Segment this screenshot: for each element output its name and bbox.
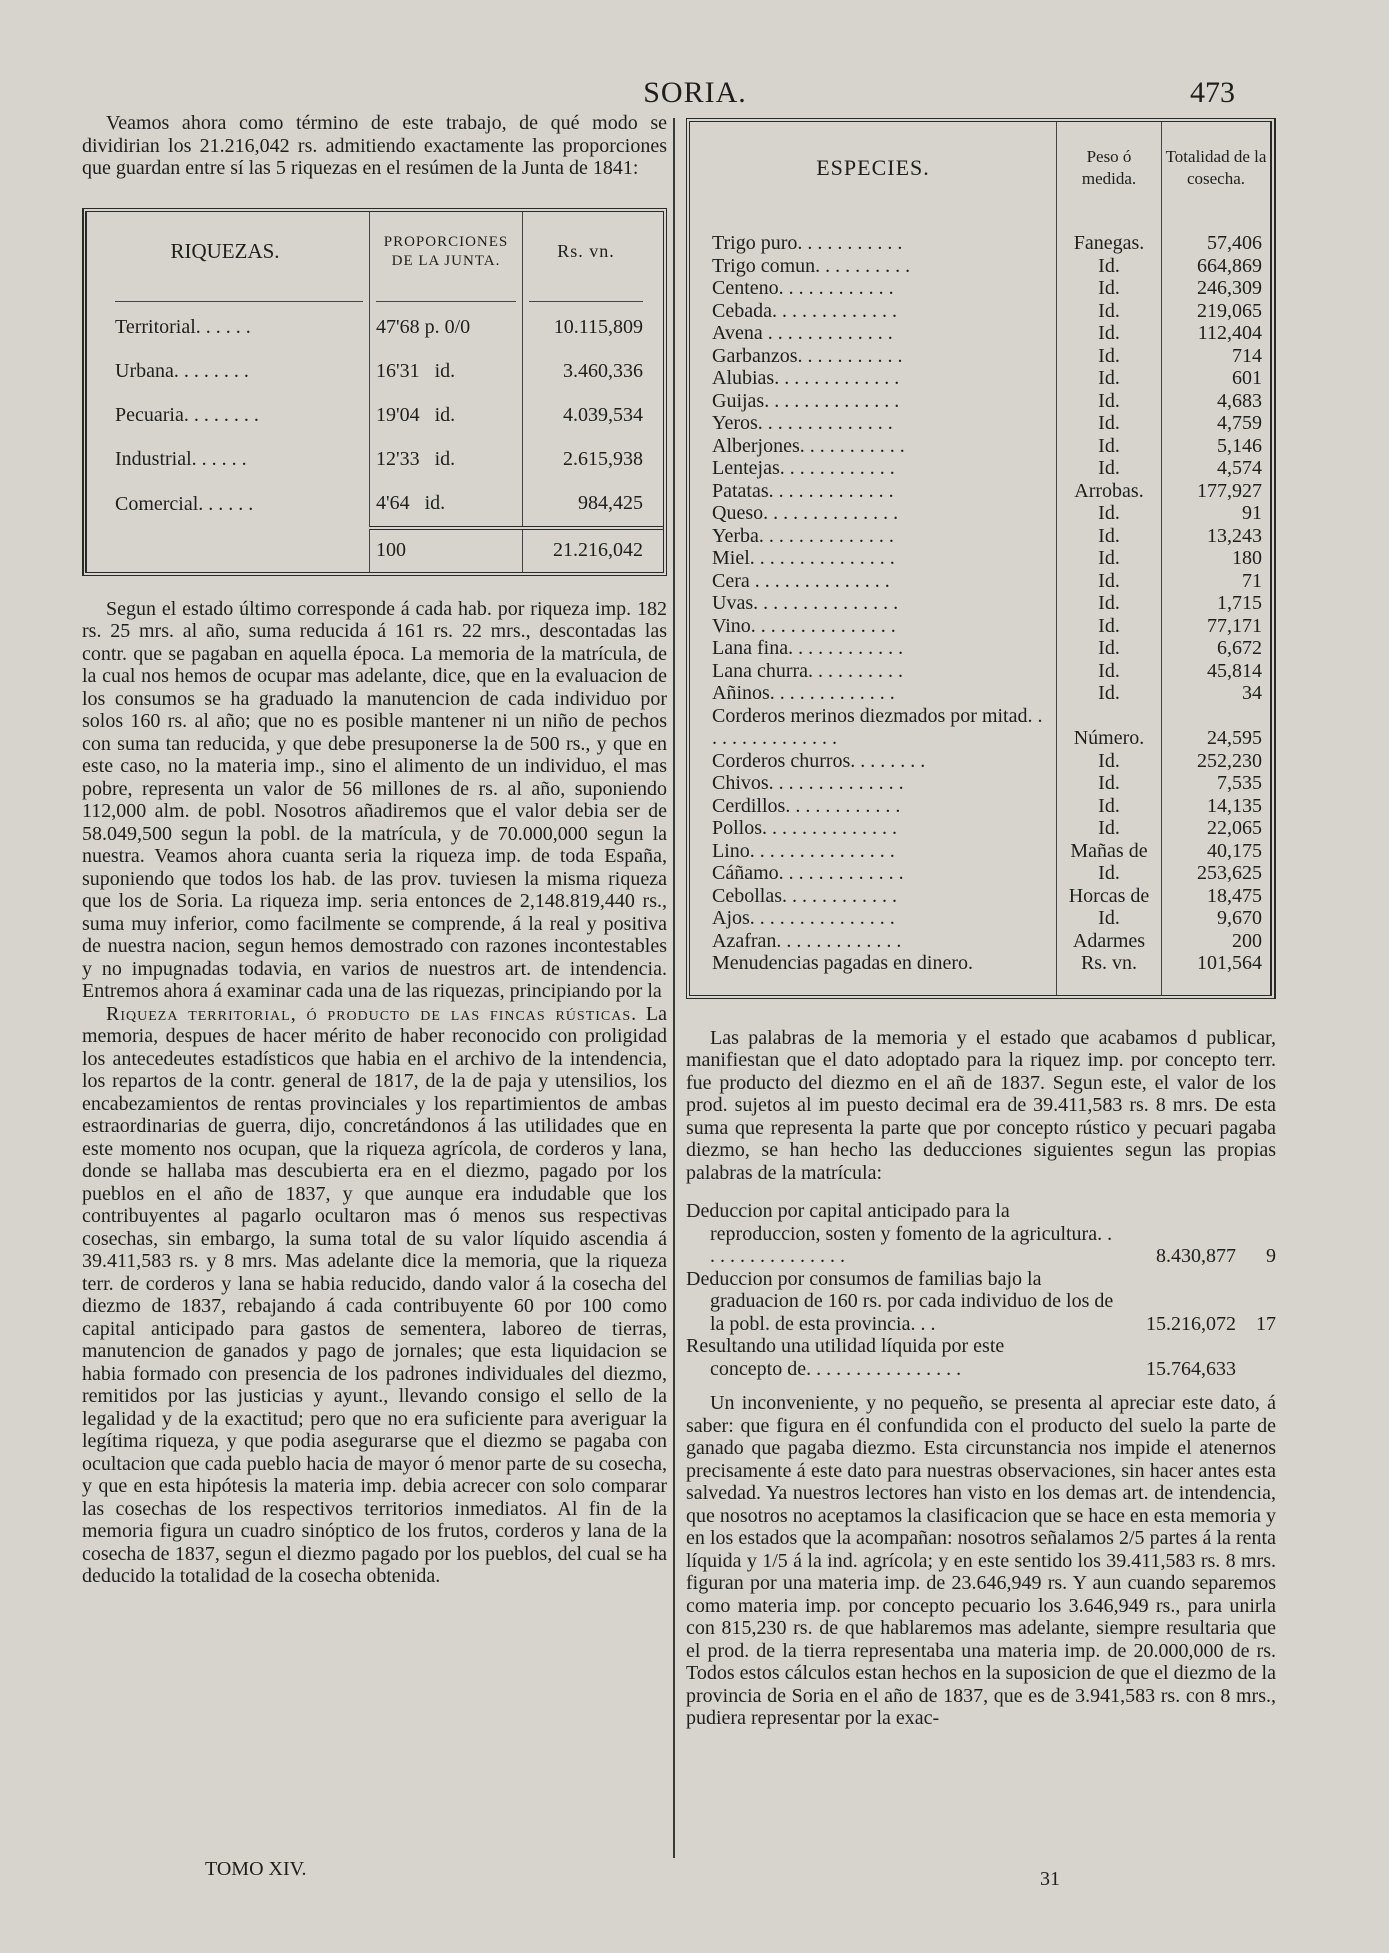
especies-body (690, 232, 1270, 995)
especie-total: 601 (1232, 367, 1262, 389)
riquezas-col-header: RIQUEZAS. (87, 212, 370, 292)
especie-unit: Mañas de (1057, 840, 1162, 863)
table-row (690, 255, 1270, 278)
especie-name: Yeros. . . . . . . . . . . . . . (690, 412, 1057, 435)
especie-total: 7,535 (1217, 772, 1262, 794)
especie-unit: Id. (1057, 772, 1162, 795)
especie-name: Lentejas. . . . . . . . . . . . (690, 457, 1057, 480)
especie-total: 112,404 (1197, 322, 1262, 344)
riqueza-prop: 19'04 id. (370, 394, 523, 438)
deduction-cents: 9 (1266, 1245, 1276, 1267)
riqueza-territorial-paragraph: Riqueza territorial, ó producto de las fincas rústicas. La memoria, despues de hacer mérito de haber reconocido con proligidad los antecedeutes estadísticos que habia en el archivo de la intendencia, los repartos de la contr. general de 1817, de la de paja y utensilios, los encabezamientos de rentas provinciales y los repartimientos de ambas estraordinarias de guerra, dijo, concretándonos á las utilidades que en este momento nos ocupan, que la riqueza agrícola, de corderos y lana, donde se hallaba mas descubierta era en el diezmo, pagado por los pueblos en el año de 1837, y que aunque era indudable que los contribuyentes al pagarlo ocultaron mas ó menos sus respectivas cosechas, sin embargo, la suma total de su valor líquido ascendia á 39.411,583 rs. y 8 mrs. Mas adelante dice la memoria, que la riqueza terr. de corderos y lana se habia reducido, dando valor á la cosecha del diezmo de 1837, rebajando á cada contribuyente 60 por 100 como capital anticipado para gastos de sementera, laboreo de tierras, manutencion de ganados y pago de jornales; que esta liquidacion se habia formado con presencia de los padrones individuales del diezmo, remitidos por las justicias y ayunt., llevando consigo el sello de la legalidad y de la exactitud; pero que no era suficiente para averiguar la legítima riqueza, y que podia asegurarse que el diezmo se pagaba con ocultacion que cada pueblo hacia de mayor ó menor parte de su cosecha, y que en esta hipótesis la materia imp. debia acrecer con solo comparar las cosechas de los respectivos territorios inmediatos. Al fin de la memoria figura un cuadro sinóptico de los frutos, corderos y lana de la cosecha de 1837, segun el diezmo pagado por los pueblos, del cual se ha deducido la totalidad de la cosecha obtenida. (82, 1002, 667, 1587)
table-row (690, 412, 1270, 435)
especie-name: Lino. . . . . . . . . . . . . . . (690, 840, 1057, 863)
deduction-value: 15.216,072 (1146, 1312, 1236, 1335)
especie-unit: Id. (1057, 682, 1162, 705)
total-prop: 100 (370, 528, 523, 572)
especie-name: Cerdillos. . . . . . . . . . . . (690, 795, 1057, 818)
table-row (87, 306, 663, 350)
table-row (690, 457, 1270, 480)
riquezas-separator (87, 292, 663, 306)
especie-total: 664,869 (1197, 254, 1262, 277)
especie-name: Miel. . . . . . . . . . . . . . . (690, 547, 1057, 570)
table-row (690, 750, 1270, 773)
especie-name: Queso. . . . . . . . . . . . . . (690, 502, 1057, 525)
riqueza-prop: 47'68 p. 0/0 (370, 306, 523, 350)
riqueza-name: Territorial. . . . . . (87, 306, 370, 350)
table-row (690, 322, 1270, 345)
especie-total: 4,574 (1217, 457, 1262, 479)
especie-total: 9,670 (1217, 907, 1262, 929)
riqueza-value: 3.460,336 (563, 360, 643, 382)
inconveniente-paragraph: Un inconveniente, y no pequeño, se presenta al apreciar este dato, á saber: que figura en él confundida con el producto del suelo la parte de ganado que pagaba diezmo. Esta circunstancia nos impide el atenernos precisamente á este dato para nuestras observaciones, sin hacer antes esta salvedad. Ya nuestros lectores han visto en los demas art. de intendencia, que nosotros no aceptamos la clasificacion que se hace en esta memoria y en los estados que la acompañan: nosotros señalamos 2/5 partes á la renta líquida y 1/5 á la ind. agrícola; y en este sentido los 39.411,583 rs. 8 mrs. figuran por una materia imp. de 23.646,949 rs. Y aun cuando separemos como materia imp. por concepto pecuario los 3.646,949 rs., para unirla con 815,230 rs. de que hablaremos mas adelante, siempre resultaria que el prod. de la tierra representaba una materia imp. de 20.000,000 de rs. Todos estos cálculos estan hechos en la suposicion de que el diezmo de la provincia de Soria en el año de 1837, que es de 3.941,583 rs. con 8 mrs., pudiera representar por la exac- (686, 1392, 1276, 1729)
riqueza-name: Urbana. . . . . . . . (87, 350, 370, 394)
especie-unit: Fanegas. (1057, 232, 1162, 255)
especie-total: 91 (1242, 502, 1262, 524)
riqueza-value: 10.115,809 (553, 316, 643, 338)
especie-unit: Id. (1057, 322, 1162, 345)
especie-name: Cera . . . . . . . . . . . . . . (690, 570, 1057, 593)
table-row (690, 862, 1270, 885)
table-row (690, 300, 1270, 323)
especie-unit: Id. (1057, 862, 1162, 885)
especie-name: Guijas. . . . . . . . . . . . . . (690, 390, 1057, 413)
section-heading: Riqueza territorial, ó producto de las fincas rústicas. (106, 1002, 638, 1025)
especie-total: 77,171 (1207, 614, 1262, 637)
especie-unit: Id. (1057, 300, 1162, 323)
especie-name: Centeno. . . . . . . . . . . . (690, 277, 1057, 300)
especie-name: Lana churra. . . . . . . . . . (690, 660, 1057, 683)
especie-total: 101,564 (1197, 952, 1262, 974)
riqueza-prop: 12'33 id. (370, 438, 523, 482)
table-row (690, 637, 1270, 660)
especie-unit: Id. (1057, 390, 1162, 413)
especie-total: 4,683 (1217, 389, 1262, 412)
especie-name: Yerba. . . . . . . . . . . . . . (690, 525, 1057, 548)
especie-total: 5,146 (1217, 434, 1262, 457)
deductions-list (686, 1200, 1276, 1380)
especie-total: 14,135 (1207, 794, 1262, 817)
especie-name: Menudencias pagadas en dinero. (690, 952, 1057, 995)
especie-name: Avena . . . . . . . . . . . . . (690, 322, 1057, 345)
especie-unit: Horcas de (1057, 885, 1162, 908)
especie-total: 45,814 (1207, 659, 1262, 682)
riqueza-prop: 4'64 id. (370, 482, 523, 528)
table-row (690, 907, 1270, 930)
table-row (690, 502, 1270, 525)
especie-total: 219,065 (1197, 299, 1262, 322)
table-row (690, 480, 1270, 503)
deduction-cents: 17 (1256, 1312, 1276, 1335)
especie-unit: Id. (1057, 570, 1162, 593)
riqueza-value: 2.615,938 (563, 448, 643, 470)
right-column (686, 118, 1276, 1730)
especie-name: Chivos. . . . . . . . . . . . . . (690, 772, 1057, 795)
table-row (87, 482, 663, 528)
especie-unit: Id. (1057, 435, 1162, 458)
column-divider (673, 118, 675, 1858)
page-header-title: SORIA. (643, 76, 747, 109)
especie-name: Cebollas. . . . . . . . . . . . (690, 885, 1057, 908)
especie-name: Corderos merinos diezmados por mitad. . . . . . . . . . . . . . . (690, 705, 1057, 750)
deduction-item: Deduccion por consumos de familias bajo la graduacion de 160 rs. por cada individuo de los de la pobl. de esta provincia. . . 15.216,072 17 (686, 1267, 1276, 1335)
especie-unit: Id. (1057, 457, 1162, 480)
total-value: 21.216,042 (523, 528, 664, 572)
table-row (690, 795, 1270, 818)
especie-name: Patatas. . . . . . . . . . . . . (690, 480, 1057, 503)
deduction-item: Resultando una utilidad líquida por este concepto de. . . . . . . . . . . . . . . . 15.764,633 (686, 1335, 1236, 1380)
especie-total: 1,715 (1217, 592, 1262, 614)
especie-unit: Id. (1057, 795, 1162, 818)
especie-total: 18,475 (1207, 884, 1262, 907)
especie-total: 200 (1232, 929, 1262, 952)
deduction-value: 15.764,633 (1146, 1357, 1236, 1380)
especie-name: Trigo comun. . . . . . . . . . (690, 255, 1057, 278)
especie-total: 6,672 (1217, 637, 1262, 659)
especie-unit: Id. (1057, 547, 1162, 570)
table-row (690, 952, 1270, 995)
especie-total: 34 (1242, 682, 1262, 704)
palabras-paragraph: Las palabras de la memoria y el estado que acabamos d publicar, manifiestan que el dato adoptado para la riquez imp. por concepto terr. fue producto del diezmo en el añ de 1837. Segun este, el valor de los prod. sujetos al im puesto decimal era de 39.411,583 rs. 8 mrs. De esta suma que representa la parte que por concepto rústico y pecuari pagaba diezmo, se han hecho las deducciones siguientes segun las propias palabras de la matrícula: (686, 1026, 1276, 1184)
especie-name: Cebada. . . . . . . . . . . . . (690, 300, 1057, 323)
table-row (87, 350, 663, 394)
table-row (690, 232, 1270, 255)
especie-unit: Id. (1057, 660, 1162, 683)
deduction-item: Deduccion por capital anticipado para la reproduccion, sosten y fomento de la agricultura. . . . . . . . . . . . . . . . 8.430,877 9 (686, 1200, 1276, 1267)
especie-total: 714 (1232, 344, 1262, 367)
especie-unit: Id. (1057, 277, 1162, 300)
estado-paragraph: Segun el estado último corresponde á cada hab. por riqueza imp. 182 rs. 25 mrs. al año, suma reducida á 161 rs. 22 mrs., descontadas las contr. que se pagaban en aquella época. La memoria de la matrícula, de la cual nos hemos de ocupar mas adelante, dice, que en la evaluacion de los consumos se ha graduado la manutencion de cada individuo por solos 160 rs. al año; que no es posible mantener ni un niño de pechos con suma tan reducida, y que debe presuponerse la de 500 rs., y que en este caso, no la materia imp., sino el alimento de un individuo, el mas pobre, representa un valor de 56 millones de rs. al año, suponiendo 112,000 alm. de pobl. Nosotros añadiremos que el valor debia ser de 58.049,500 segun la pobl. de la matrícula, y de 70.000,000 segun la nuestra. Veamos ahora cuanta seria la riqueza imp. de toda España, suponiendo que todos los hab. de las prov. tuviesen la misma riqueza que los de Soria. La riqueza imp. seria entonces de 2,148.819,440 rs., suma muy inferior, como facilmente se comprende, á la real y positiva de nuestra nacion, segun hemos demostrado con razones incontestables y no impugnadas todavia, en varios de nuestros art. de intendencia. Entremos ahora á examinar cada una de las riquezas, principiando por la (82, 597, 667, 1002)
riquezas-total-row (87, 528, 663, 572)
especie-unit: Id. (1057, 345, 1162, 368)
especie-unit: Id. (1057, 615, 1162, 638)
table-row (690, 390, 1270, 413)
riqueza-value: 984,425 (578, 492, 643, 514)
especie-unit: Id. (1057, 412, 1162, 435)
especie-name: Azafran. . . . . . . . . . . . . (690, 930, 1057, 953)
riqueza-name: Comercial. . . . . . (87, 482, 370, 528)
table-row (690, 277, 1270, 300)
table-row (690, 525, 1270, 548)
especies-header-row (690, 122, 1270, 214)
especie-total: 177,927 (1197, 479, 1262, 502)
especies-table (686, 118, 1276, 999)
table-row (690, 367, 1270, 390)
especie-name: Garbanzos. . . . . . . . . . . (690, 345, 1057, 368)
reales-col-header: Rs. vn. (557, 241, 615, 261)
especie-unit: Arrobas. (1057, 480, 1162, 503)
page-number: 473 (1190, 76, 1235, 109)
especie-total: 24,595 (1207, 727, 1262, 749)
table-row (690, 660, 1270, 683)
table-row (690, 930, 1270, 953)
especie-unit: Id. (1057, 637, 1162, 660)
especie-total: 22,065 (1207, 817, 1262, 839)
table-row (690, 705, 1270, 750)
riquezas-table (82, 208, 667, 576)
riqueza-prop: 16'31 id. (370, 350, 523, 394)
especie-total: 4,759 (1217, 412, 1262, 434)
especie-total: 71 (1242, 569, 1262, 592)
intro-paragraph: Veamos ahora como término de este trabajo, de qué modo se dividirian los 21.216,042 rs. admitiendo exactamente las proporciones que guardan entre sí las 5 riquezas en el resúmen de la Junta de 1841: (82, 112, 667, 179)
left-column (82, 112, 667, 1588)
especie-total: 57,406 (1207, 232, 1262, 254)
especie-name: Pollos. . . . . . . . . . . . . . (690, 817, 1057, 840)
especie-unit: Id. (1057, 750, 1162, 773)
table-row (690, 592, 1270, 615)
especie-name: Corderos churros. . . . . . . . (690, 750, 1057, 773)
especie-name: Vino. . . . . . . . . . . . . . . (690, 615, 1057, 638)
table-row (690, 615, 1270, 638)
especie-total: 40,175 (1207, 839, 1262, 862)
table-row (87, 394, 663, 438)
table-row (690, 345, 1270, 368)
especie-unit: Número. (1057, 705, 1162, 750)
table-row (690, 570, 1270, 593)
especie-total: 253,625 (1197, 862, 1262, 884)
especie-name: Uvas. . . . . . . . . . . . . . . (690, 592, 1057, 615)
totalidad-col-header: Totalidad de la cosecha. (1165, 147, 1267, 188)
especie-total: 252,230 (1197, 749, 1262, 772)
table-row (690, 885, 1270, 908)
especie-unit: Id. (1057, 502, 1162, 525)
deduction-value: 8.430,877 (1156, 1245, 1236, 1267)
especie-name: Ajos. . . . . . . . . . . . . . . (690, 907, 1057, 930)
table-row (690, 547, 1270, 570)
table-row (690, 772, 1270, 795)
table-row (690, 840, 1270, 863)
especies-col-header: ESPECIES. (690, 122, 1057, 214)
peso-col-header: Peso ó medida. (1057, 122, 1162, 214)
especie-unit: Id. (1057, 907, 1162, 930)
especie-name: Añinos. . . . . . . . . . . . . (690, 682, 1057, 705)
table-row (690, 682, 1270, 705)
especie-total: 246,309 (1197, 277, 1262, 299)
especie-unit: Id. (1057, 367, 1162, 390)
footer-signature: 31 (1040, 1868, 1060, 1890)
riqueza-value: 4.039,534 (563, 404, 643, 426)
table-row (690, 435, 1270, 458)
especie-unit: Id. (1057, 592, 1162, 615)
especie-unit: Adarmes (1057, 930, 1162, 953)
proporciones-col-header: PROPORCIONES DE LA JUNTA. (370, 212, 523, 292)
especie-name: Trigo puro. . . . . . . . . . . (690, 232, 1057, 255)
especie-name: Cáñamo. . . . . . . . . . . . . (690, 862, 1057, 885)
especie-total: 13,243 (1207, 524, 1262, 547)
table-row (87, 438, 663, 482)
table-row (690, 817, 1270, 840)
especie-name: Lana fina. . . . . . . . . . . . (690, 637, 1057, 660)
especie-total: 180 (1232, 547, 1262, 569)
riquezas-header-row (87, 212, 663, 292)
especie-unit: Id. (1057, 255, 1162, 278)
especie-unit: Rs. vn. (1057, 952, 1162, 995)
especie-unit: Id. (1057, 817, 1162, 840)
especie-name: Alubias. . . . . . . . . . . . . (690, 367, 1057, 390)
especie-name: Alberjones. . . . . . . . . . . (690, 435, 1057, 458)
especie-unit: Id. (1057, 525, 1162, 548)
riqueza-name: Industrial. . . . . . (87, 438, 370, 482)
riqueza-name: Pecuaria. . . . . . . . (87, 394, 370, 438)
footer-volume: TOMO XIV. (205, 1858, 307, 1880)
